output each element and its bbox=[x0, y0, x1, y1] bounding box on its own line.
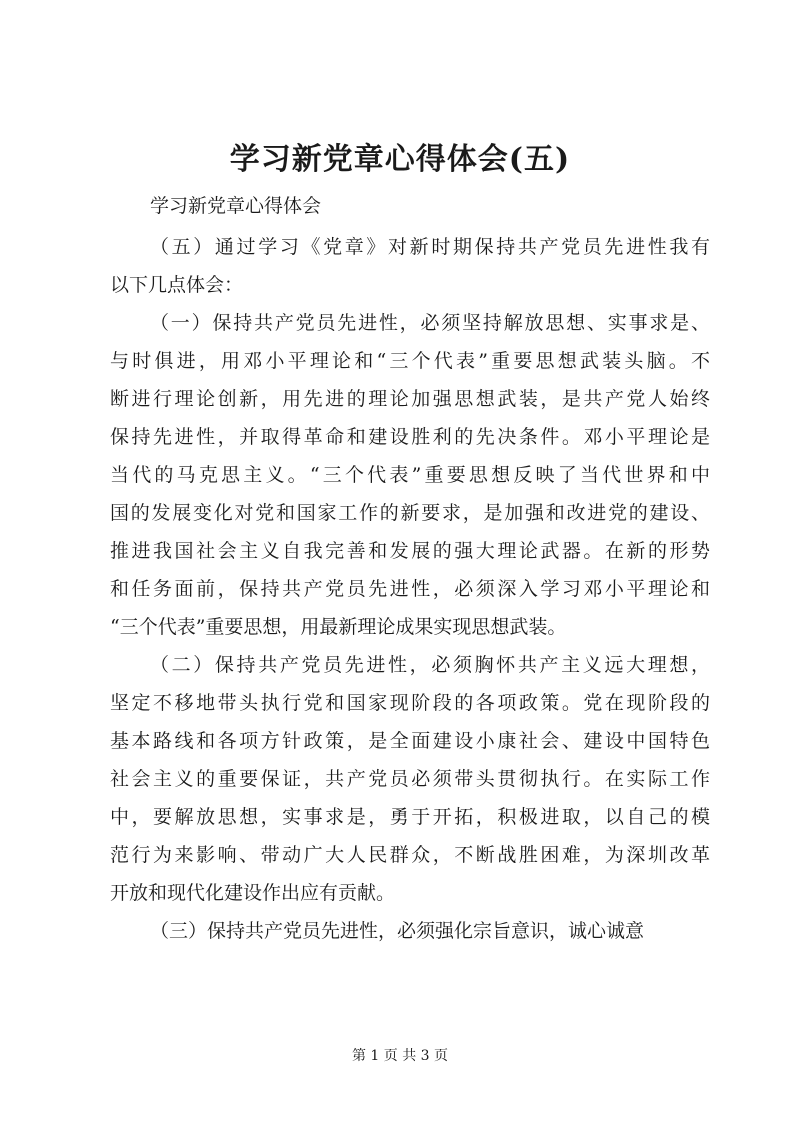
text-line: “三个代表”重要思想，用最新理论成果实现思想武装。 bbox=[110, 616, 567, 638]
text-line: 开放和现代化建设作出应有贡献。 bbox=[110, 882, 396, 904]
paragraph-point-2 bbox=[110, 646, 710, 912]
text-line: 基本路线和各项方针政策，是全面建设小康社会、建设中国特色 bbox=[110, 730, 710, 752]
text-line: 推进我国社会主义自我完善和发展的强大理论武器。在新的形势 bbox=[110, 540, 710, 562]
text-line: 和任务面前，保持共产党员先进性，必须深入学习邓小平理论和 bbox=[110, 578, 710, 600]
paragraph-point-1 bbox=[110, 304, 710, 646]
text-line: 坚定不移地带头执行党和国家现阶段的各项政策。党在现阶段的 bbox=[110, 692, 710, 714]
text-line: 社会主义的重要保证，共产党员必须带头贯彻执行。在实际工作 bbox=[110, 768, 710, 790]
paragraph-intro bbox=[110, 228, 710, 304]
page-footer: 第 1 页 共 3 页 bbox=[351, 1048, 449, 1064]
document-title: 学习新党章心得体会(五) bbox=[229, 142, 571, 177]
document-subtitle: 学习新党章心得体会 bbox=[150, 195, 322, 217]
document-body bbox=[110, 228, 710, 950]
text-line: （二）保持共产党员先进性，必须胸怀共产主义远大理想， bbox=[150, 654, 710, 676]
text-line: 中，要解放思想，实事求是，勇于开拓，积极进取，以自己的模 bbox=[110, 806, 710, 828]
text-line: （一）保持共产党员先进性，必须坚持解放思想、实事求是、 bbox=[150, 312, 710, 334]
text-line: （五）通过学习《党章》对新时期保持共产党员先进性我有 bbox=[150, 236, 710, 258]
text-line: 断进行理论创新，用先进的理论加强思想武装，是共产党人始终 bbox=[110, 388, 710, 410]
text-line: 与时俱进，用邓小平理论和“三个代表”重要思想武装头脑。不 bbox=[110, 350, 710, 372]
text-line: 保持先进性，并取得革命和建设胜利的先决条件。邓小平理论是 bbox=[110, 426, 710, 448]
text-line: 以下几点体会： bbox=[110, 274, 244, 296]
text-line: （三）保持共产党员先进性，必须强化宗旨意识，诚心诚意 bbox=[150, 920, 645, 942]
text-line: 当代的马克思主义。“三个代表”重要思想反映了当代世界和中 bbox=[110, 464, 710, 486]
paragraph-point-3 bbox=[110, 912, 710, 950]
text-line: 范行为来影响、带动广大人民群众，不断战胜困难，为深圳改革 bbox=[110, 844, 710, 866]
text-line: 国的发展变化对党和国家工作的新要求，是加强和改进党的建设、 bbox=[110, 502, 710, 524]
